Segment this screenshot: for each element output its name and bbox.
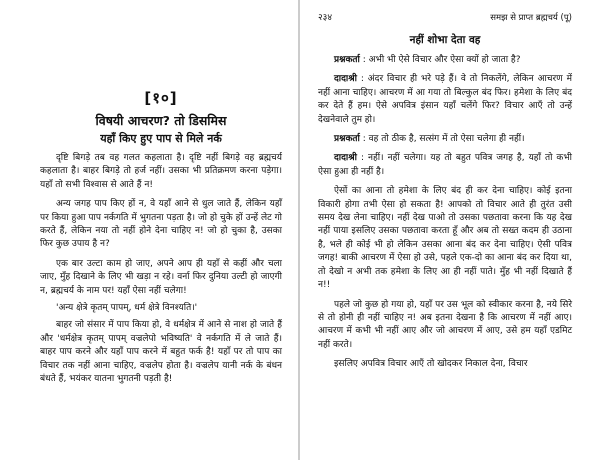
dialogue-line: दादाश्री : नहीं। नहीं चलेगा। यह तो बहुत पवित्र जगह है, यहाँ तो कभी ऐसा हुआ ही नहीं है। [318, 153, 572, 177]
paragraph: एक बार उल्टा काम हो जाए, अपने आप ही यहाँ से कहीं और चला जाए, मुँह दिखाने के लिए भी खड़ा न रहे। वर्ना फिर दुनिया उल्टी हो जाएगी न, ब्रह्मचर्य के नाम पर! यहाँ ऐसा नहीं चलेगा! [40, 258, 282, 296]
speaker-label: प्रश्नकर्ता [334, 134, 360, 145]
paragraph: इसलिए अपवित्र विचार आएँ तो खोदकर निकाल देना, विचार [334, 359, 528, 370]
sanskrit-verse: 'अन्य क्षेत्रे कृतम् पापम्, धर्म क्षेत्रे विनश्यति।' [56, 303, 198, 314]
speaker-label: दादाश्री [334, 74, 357, 85]
book-gutter [298, 0, 300, 460]
page-number: २३४ [318, 13, 333, 23]
dialogue [318, 54, 572, 179]
running-title: समझ से प्राप्त ब्रह्मचर्य (पू) [490, 13, 572, 23]
right-page [304, 0, 600, 460]
left-page [0, 0, 296, 460]
speaker-label: दादाश्री [334, 153, 357, 164]
paragraph: बाहर जो संसार में पाप किया हो, वे धर्मक्षेत्र में आने से नाश हो जाते हैं और 'धर्मक्षेत्र कृतम् पापम् वज्रलेपो भविष्यति' वे नर्कगति में ले जाते हैं। बाहर पाप करने और यहाँ पाप करने में बहुत फर्क है! यहाँ पर तो पाप का विचार तक नहीं आना चाहिए, वज्रलेप होता है। वज्रलेप यानी नर्क के बंधन बंधते हैं, भयंकर यातना भुगतनी पड़ती है! [40, 320, 282, 385]
paragraph: ऐसों का आना तो हमेशा के लिए बंद ही कर देना चाहिए। कोई इतना विकारी होगा तभी ऐसा हो सकता है! आपको तो विचार आते ही तुरंत उसी समय देख लेना चाहिए। नहीं देख पाओ तो उसका पछतावा करना कि यह देख नहीं पाया इसलिए उसका पछतावा करता हूँ और अब तो सख्त कदम ही उठाना है, भले ही कोई भी हो लेकिन उसका आना बंद कर देना चाहिए। ऐसी पवित्र जगह! बाकी आचरण में ऐसा हो उसे, पहले एक-दो का आना बंद कर दिया था, तो देखो न अभी तक हमेशा के लिए आ ही नहीं पाते। मुँह भी नहीं दिखाते हैं न!! [318, 186, 572, 291]
paragraph: दृष्टि बिगड़े तब वह गलत कहलाता है। दृष्टि नहीं बिगड़े वह ब्रह्मचर्य कहलाता है। बाहर बिगड़े तो हर्ज नहीं। उसका भी प्रतिक्रमण करना पड़ेगा। यहाँ तो सभी विश्वास से आते हैं न! [40, 153, 282, 190]
dialogue-line: दादाश्री : अंदर विचार ही भरे पड़े हैं। वे तो निकलेंगे, लेकिन आचरण में नहीं आना चाहिए। आचरण में आ गया तो बिल्कुल बंद फिर। हमेशा के लिए बंद कर देते हैं हम। ऐसे अपवित्र इंसान यहाँ चलेंगे फिर? विचार आएँ तो उन्हें देखनेवाले तुम हो। [318, 74, 572, 125]
running-header [318, 10, 572, 23]
dialogue-text: नहीं। नहीं चलेगा। यह तो बहुत पवित्र जगह है, यहाँ तो कभी ऐसा हुआ ही नहीं है। [318, 153, 572, 177]
dialogue-text: वह तो ठीक है, सत्संग में तो ऐसा चलेगा ही नहीं। [368, 134, 525, 145]
dialogue-text: अंदर विचार ही भरे पड़े हैं। वे तो निकलेंगे, लेकिन आचरण में नहीं आना चाहिए। आचरण में आ गया तो बिल्कुल बंद फिर। हमेशा के लिए बंद कर देते हैं हम। ऐसे अपवित्र इंसान यहाँ चलेंगे फिर? विचार आएँ तो उन्हें देखनेवाले तुम हो। [318, 74, 572, 125]
paragraph: पहले जो कुछ हो गया हो, यहाँ पर उस भूल को स्वीकार करना है, नये सिरे से तो होनी ही नहीं चाहिए न! अब इतना देखना है कि आचरण में नहीं आए। आचरण में कभी भी नहीं आए और जो आचरण में आए, उसे हम यहाँ एडमिट नहीं करते। [318, 299, 572, 350]
dialogue-line: प्रश्नकर्ता : वह तो ठीक है, सत्संग में तो ऐसा चलेगा ही नहीं। [334, 134, 525, 145]
chapter-number: [१०] [144, 89, 178, 107]
chapter-title: विषयी आचरण? तो डिसमिस [95, 113, 227, 128]
dialogue-text: अभी भी ऐसे विचार और ऐसा क्यों हो जाता है? [368, 55, 521, 65]
section-heading: नहीं शोभा देता वह [409, 34, 481, 46]
speaker-label: प्रश्नकर्ता [334, 55, 360, 65]
dialogue-line: प्रश्नकर्ता : अभी भी ऐसे विचार और ऐसा क्यों हो जाता है? [334, 55, 521, 65]
paragraph: अन्य जगह पाप किए हों न, वे यहाँ आने से धुल जाते हैं, लेकिन यहाँ पर किया हुआ पाप नर्कगति में भुगतना पड़ता है। जो हो चुके हों उन्हें लेट गो करते हैं, लेकिन नया तो नहीं होने देना चाहिए न! जो हो चुका है, उसका फिर कुछ उपाय है न? [40, 199, 282, 250]
chapter-subtitle: यहाँ किए हुए पाप से मिले नर्क [100, 132, 222, 145]
